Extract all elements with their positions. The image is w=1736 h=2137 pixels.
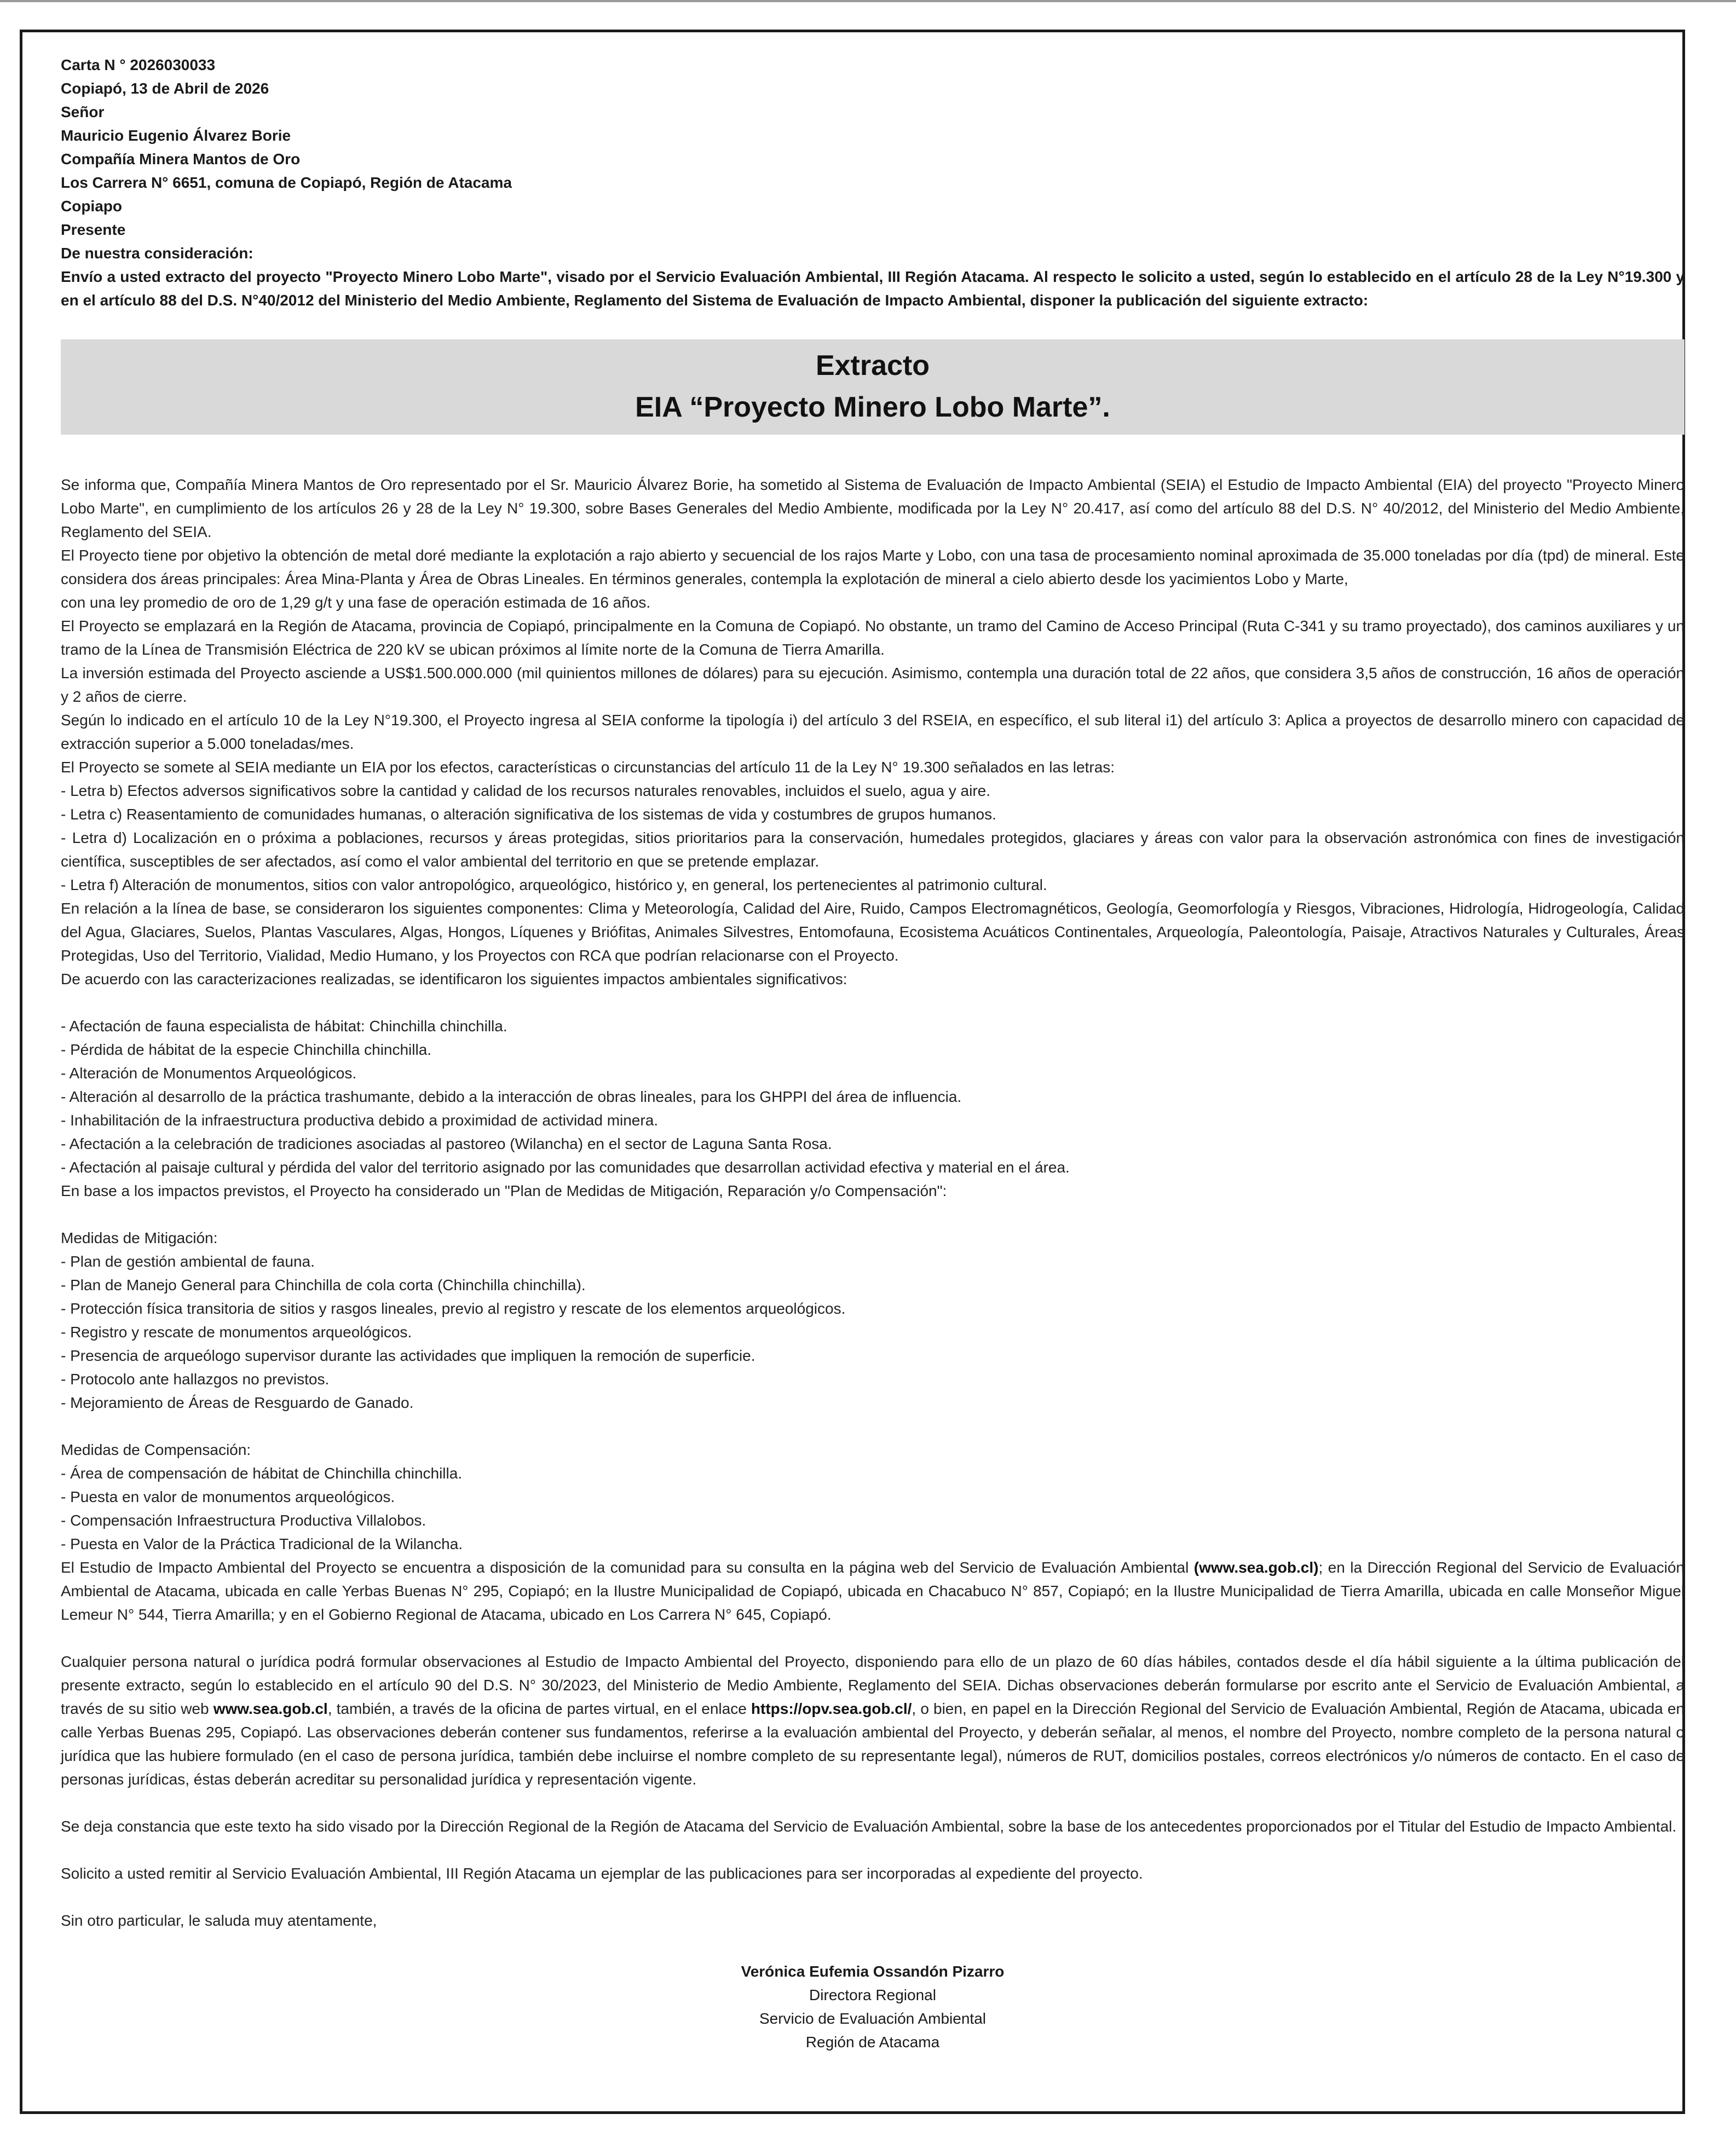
impact-item: - Alteración de Monumentos Arqueológicos. xyxy=(61,1065,357,1082)
intro-paragraph: Envío a usted extracto del proyecto "Proyecto Minero Lobo Marte", visado por el Servicio Evaluación Ambiental, III Región Atacama. Al respecto le solicito a usted, según lo establecido en el artículo 28 de la Ley N°19.300 y en el artículo 88 del D.S. N°40/2012 del Ministerio del Medio Ambiente, Reglamento del Sistema de Evaluación de Impacto Ambiental, disponer la publicación del siguiente extracto: xyxy=(61,268,1685,309)
letter-content xyxy=(61,53,1685,2054)
compensation-heading: Medidas de Compensación: xyxy=(61,1441,251,1458)
signature-block xyxy=(61,1960,1685,2054)
recipient-city: Copiapo xyxy=(61,198,122,215)
paragraph-objective: El Proyecto tiene por objetivo la obtención de metal doré mediante la explotación a rajo abierto y secuencial de los rajos Marte y Lobo, con una tasa de procesamiento nominal aproximada de 35.000 toneladas por día (tpd) de mineral. Este considera dos áreas principales: Área Mina-Planta y Área de Obras Lineales. En términos generales, contempla la explotación de mineral a cielo abierto desde los yacimientos Lobo y Marte, xyxy=(61,547,1685,587)
signer-role: Directora Regional xyxy=(809,1986,936,2003)
document-frame xyxy=(20,30,1685,2114)
impact-item: - Afectación al paisaje cultural y pérdida del valor del territorio asignado por las comunidades que desarrollan actividad efectiva y material en el área. xyxy=(61,1159,1070,1176)
mitigation-item: - Plan de gestión ambiental de fauna. xyxy=(61,1253,315,1270)
compensation-item: - Puesta en Valor de la Práctica Tradicional de la Wilancha. xyxy=(61,1535,463,1552)
mitigation-item: - Mejoramiento de Áreas de Resguardo de Ganado. xyxy=(61,1394,414,1411)
paragraph-investment: La inversión estimada del Proyecto asciende a US$1.500.000.000 (mil quinientos millones de dólares) para su ejecución. Asimismo, contempla una duración total de 22 años, que considera 3,5 años de construcción, 16 años de operación y 2 años de cierre. xyxy=(61,665,1685,705)
paragraph-impacts-intro: De acuerdo con las caracterizaciones realizadas, se identificaron los siguientes impactos ambientales significativos: xyxy=(61,971,847,987)
letter-date: Copiapó, 13 de Abril de 2026 xyxy=(61,80,269,97)
top-divider xyxy=(0,0,1736,2)
signer-service: Servicio de Evaluación Ambiental xyxy=(759,2010,986,2027)
availability-text-b: ; en la Dirección Regional del Servicio de Evaluación Ambiental de Atacama, ubicada en calle Yerbas Buenas N° 295, Copiapó; en la Ilustre Municipalidad de Copiapó, ubicada en Chacabuco N° 857, Copiapó; en la Ilustre Municipalidad de Tierra Amarilla, ubicada en calle Monseñor Miguel Lemeur N° 544, Tierra Amarilla; y en el Gobierno Regional de Atacama, ubicado en Los Carrera N° 645, Copiapó. xyxy=(61,1559,1685,1623)
observations-text-a: Cualquier persona natural o jurídica podrá formular observaciones al Estudio de Impacto Ambiental del Proyecto, disponiendo para ello de un plazo de 60 días hábiles, contados desde el día hábil siguiente a la última publicación del presente extracto, según lo establecido en el artículo 90 del D.S. N° 30/2023, del Ministerio de Medio Ambiente, Reglamento del SEIA. Dichas observaciones deberán formularse por escrito ante el Servicio de Evaluación Ambiental, a través de su sitio web xyxy=(61,1653,1685,1717)
salutation-title: Señor xyxy=(61,103,105,120)
extract-banner xyxy=(61,339,1685,435)
impact-item: - Pérdida de hábitat de la especie Chinchilla chinchilla. xyxy=(61,1041,432,1058)
sea-website-link[interactable]: (www.sea.gob.cl) xyxy=(1193,1559,1319,1576)
sea-website-link-2[interactable]: www.sea.gob.cl xyxy=(213,1700,328,1717)
paragraph-location: El Proyecto se emplazará en la Región de Atacama, provincia de Copiapó, principalmente en la Comuna de Copiapó. No obstante, un tramo del Camino de Acceso Principal (Ruta C-341 y su tramo proyectado), dos caminos auxiliares y un tramo de la Línea de Transmisión Eléctrica de 220 kV se ubican próximos al límite norte de la Comuna de Tierra Amarilla. xyxy=(61,617,1685,658)
availability-text-a: El Estudio de Impacto Ambiental del Proyecto se encuentra a disposición de la comunidad para su consulta en la página web del Servicio de Evaluación Ambiental xyxy=(61,1559,1194,1576)
effect-letter-f: - Letra f) Alteración de monumentos, sitios con valor antropológico, arqueológico, histórico y, en general, los pertenecientes al patrimonio cultural. xyxy=(61,876,1047,893)
mitigation-item: - Presencia de arqueólogo supervisor durante las actividades que impliquen la remoción de superficie. xyxy=(61,1347,755,1364)
mitigation-item: - Plan de Manejo General para Chinchilla de cola corta (Chinchilla chinchilla). xyxy=(61,1277,586,1293)
paragraph-baseline: En relación a la línea de base, se consideraron los siguientes componentes: Clima y Meteorología, Calidad del Aire, Ruido, Campos Electromagnéticos, Geología, Geomorfología y Riesgos, Vibraciones, Hidrología, Hidrogeología, Calidad del Agua, Glaciares, Suelos, Plantas Vasculares, Algas, Hongos, Líquenes y Briófitas, Animales Silvestres, Entomofauna, Ecosistema Acuáticos Continentales, Arqueología, Paleontología, Paisaje, Atractivos Naturales y Culturales, Áreas Protegidas, Uso del Territorio, Vialidad, Medio Humano, y los Proyectos con RCA que podrían relacionarse con el Proyecto. xyxy=(61,900,1685,964)
letter-header xyxy=(61,53,1685,265)
effect-letter-d: - Letra d) Localización en o próxima a poblaciones, recursos y áreas protegidas, sitios prioritarios para la conservación, humedales protegidos, glaciares y áreas con valor para la observación astronómica con fines de investigación científica, susceptibles de ser afectados, así como el valor ambiental del territorio en que se pretende emplazar. xyxy=(61,829,1685,870)
banner-subtitle: EIA “Proyecto Minero Lobo Marte”. xyxy=(635,391,1110,423)
paragraph-submission: Se informa que, Compañía Minera Mantos de Oro representado por el Sr. Mauricio Álvarez Borie, ha sometido al Sistema de Evaluación de Impacto Ambiental (SEIA) el Estudio de Impacto Ambiental (EIA) del proyecto "Proyecto Minero Lobo Marte", en cumplimiento de los artículos 26 y 28 de la Ley N° 19.300, sobre Bases Generales del Medio Ambiente, modificada por la Ley N° 20.417, así como del artículo 88 del D.S. N° 40/2012, del Ministerio del Medio Ambiente, Reglamento del SEIA. xyxy=(61,476,1685,540)
banner-title: Extracto xyxy=(815,350,930,382)
presente-line: Presente xyxy=(61,221,126,238)
paragraph-request: Solicito a usted remitir al Servicio Evaluación Ambiental, III Región Atacama un ejemplar de las publicaciones para ser incorporadas al expediente del proyecto. xyxy=(61,1865,1143,1882)
paragraph-typology: Según lo indicado en el artículo 10 de la Ley N°19.300, el Proyecto ingresa al SEIA conforme la tipología i) del artículo 3 del RSEIA, en específico, el sub literal i1) del artículo 3: Aplica a proyectos de desarrollo minero con capacidad de extracción superior a 5.000 toneladas/mes. xyxy=(61,712,1685,752)
mitigation-item: - Registro y rescate de monumentos arqueológicos. xyxy=(61,1324,412,1341)
impact-item: - Afectación a la celebración de tradiciones asociadas al pastoreo (Wilancha) en el sector de Laguna Santa Rosa. xyxy=(61,1135,832,1152)
compensation-item: - Puesta en valor de monumentos arqueológicos. xyxy=(61,1488,395,1505)
paragraph-grade: con una ley promedio de oro de 1,29 g/t y una fase de operación estimada de 16 años. xyxy=(61,594,651,611)
observations-text-c: , o bien, en papel en la Dirección Regional del Servicio de Evaluación Ambiental, Región de Atacama, ubicada en calle Yerbas Buenas 295, Copiapó. Las observaciones deberán contener sus fundamentos, referirse a la evaluación ambiental del Proyecto, y deberán señalar, al menos, el nombre del Proyecto, nombre completo de la persona natural o jurídica que las hubiere formulado (en el caso de persona jurídica, también debe incluirse el nombre completo de su representante legal), números de RUT, domicilios postales, correos electrónicos y/o números de contacto. En el caso de personas jurídicas, éstas deberán acreditar su personalidad jurídica y representación vigente. xyxy=(61,1700,1685,1788)
signer-name: Verónica Eufemia Ossandón Pizarro xyxy=(741,1963,1005,1980)
mitigation-heading: Medidas de Mitigación: xyxy=(61,1229,218,1246)
impact-item: - Inhabilitación de la infraestructura productiva debido a proximidad de actividad minera. xyxy=(61,1112,659,1129)
impact-item: - Alteración al desarrollo de la práctica trashumante, debido a la interacción de obras lineales, para los GHPPI del área de influencia. xyxy=(61,1088,962,1105)
recipient-name: Mauricio Eugenio Álvarez Borie xyxy=(61,127,291,144)
impact-item: - Afectación de fauna especialista de hábitat: Chinchilla chinchilla. xyxy=(61,1018,507,1035)
paragraph-closing: Sin otro particular, le saluda muy atentamente, xyxy=(61,1912,377,1929)
recipient-address: Los Carrera N° 6651, comuna de Copiapó, Región de Atacama xyxy=(61,174,512,191)
effect-letter-b: - Letra b) Efectos adversos significativos sobre la cantidad y calidad de los recursos naturales renovables, incluidos el suelo, agua y aire. xyxy=(61,782,991,799)
opv-link[interactable]: https://opv.sea.gob.cl/ xyxy=(751,1700,912,1717)
observations-text-b: , también, a través de la oficina de partes virtual, en el enlace xyxy=(327,1700,751,1717)
paragraph-effects: El Proyecto se somete al SEIA mediante un EIA por los efectos, características o circunstancias del artículo 11 de la Ley N° 19.300 señalados en las letras: xyxy=(61,759,1115,776)
mitigation-item: - Protocolo ante hallazgos no previstos. xyxy=(61,1371,330,1388)
extract-body xyxy=(61,473,1685,1932)
compensation-item: - Compensación Infraestructura Productiva Villalobos. xyxy=(61,1512,426,1529)
paragraph-visado: Se deja constancia que este texto ha sido visado por la Dirección Regional de la Región de Atacama del Servicio de Evaluación Ambiental, sobre la base de los antecedentes proporcionados por el Titular del Estudio de Impacto Ambiental. xyxy=(61,1818,1677,1835)
paragraph-availability xyxy=(61,1556,1685,1626)
letter-number: Carta N ° 2026030033 xyxy=(61,56,216,73)
recipient-company: Compañía Minera Mantos de Oro xyxy=(61,151,301,168)
compensation-item: - Área de compensación de hábitat de Chinchilla chinchilla. xyxy=(61,1465,463,1482)
mitigation-item: - Protección física transitoria de sitios y rasgos lineales, previo al registro y rescate de los elementos arqueológicos. xyxy=(61,1300,846,1317)
effect-letter-c: - Letra c) Reasentamiento de comunidades humanas, o alteración significativa de los sistemas de vida y costumbres de grupos humanos. xyxy=(61,806,996,823)
greeting: De nuestra consideración: xyxy=(61,245,253,262)
paragraph-measures-intro: En base a los impactos previstos, el Proyecto ha considerado un "Plan de Medidas de Mitigación, Reparación y/o Compensación": xyxy=(61,1182,947,1199)
paragraph-observations xyxy=(61,1650,1685,1791)
signer-region: Región de Atacama xyxy=(805,2034,940,2051)
